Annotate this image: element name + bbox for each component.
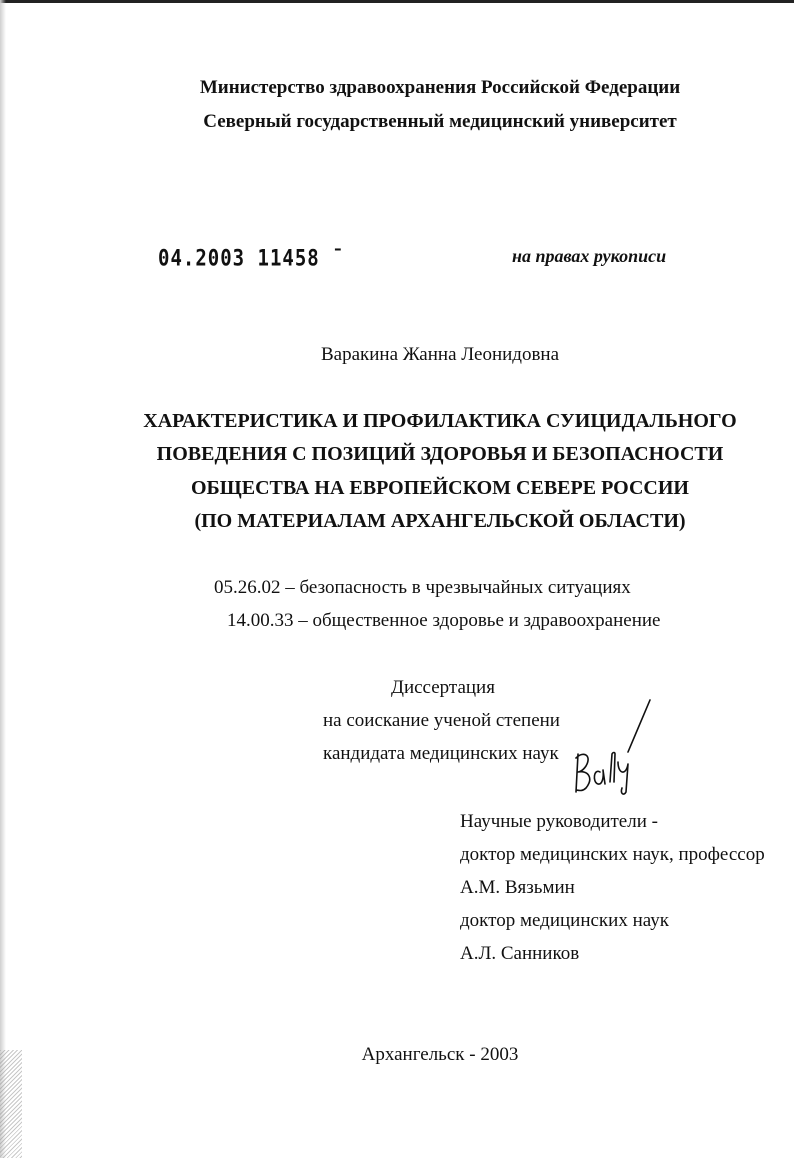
author-name: Варакина Жанна Леонидовна	[320, 344, 560, 365]
title-line-4: (ПО МАТЕРИАЛАМ АРХАНГЕЛЬСКОЙ ОБЛАСТИ)	[194, 510, 686, 532]
title-line-2: ПОВЕДЕНИЯ С ПОЗИЦИЙ ЗДОРОВЬЯ И БЕЗОПАСНОСТИ	[156, 443, 724, 465]
title-line-1: ХАРАКТЕРИСТИКА И ПРОФИЛАКТИКА СУИЦИДАЛЬНОГО	[143, 410, 737, 432]
dissertation-field-line: кандидата медицинских наук	[323, 743, 559, 764]
rights-note: на правах рукописи	[512, 246, 667, 266]
page-top-border	[0, 0, 794, 3]
handwritten-signature	[570, 692, 660, 802]
dissertation-label: Диссертация	[391, 677, 495, 698]
supervisor-1-name: А.М. Вязьмин	[460, 877, 575, 898]
title-line-3: ОБЩЕСТВА НА ЕВРОПЕЙСКОМ СЕВЕРЕ РОССИИ	[191, 477, 689, 499]
city-year: Архангельск - 2003	[361, 1044, 519, 1065]
supervisor-2-name: А.Л. Санников	[460, 943, 580, 964]
specialty-2: 14.00.33 – общественное здоровье и здравоохранение	[227, 610, 661, 631]
registry-stamp: 04.2003 11458 ˉ	[158, 246, 345, 272]
supervisors-heading: Научные руководители -	[460, 811, 658, 832]
supervisor-2-degree: доктор медицинских наук	[460, 910, 669, 931]
dissertation-degree-line: на соискание ученой степени	[323, 710, 560, 731]
scan-edge-shadow	[0, 0, 6, 1158]
supervisor-1-degree: доктор медицинских наук, профессор	[460, 844, 765, 865]
specialty-1: 05.26.02 – безопасность в чрезвычайных ситуациях	[214, 577, 631, 598]
university-name: Северный государственный медицинский университет	[203, 111, 677, 132]
ministry-name: Министерство здравоохранения Российской Федерации	[199, 77, 681, 98]
